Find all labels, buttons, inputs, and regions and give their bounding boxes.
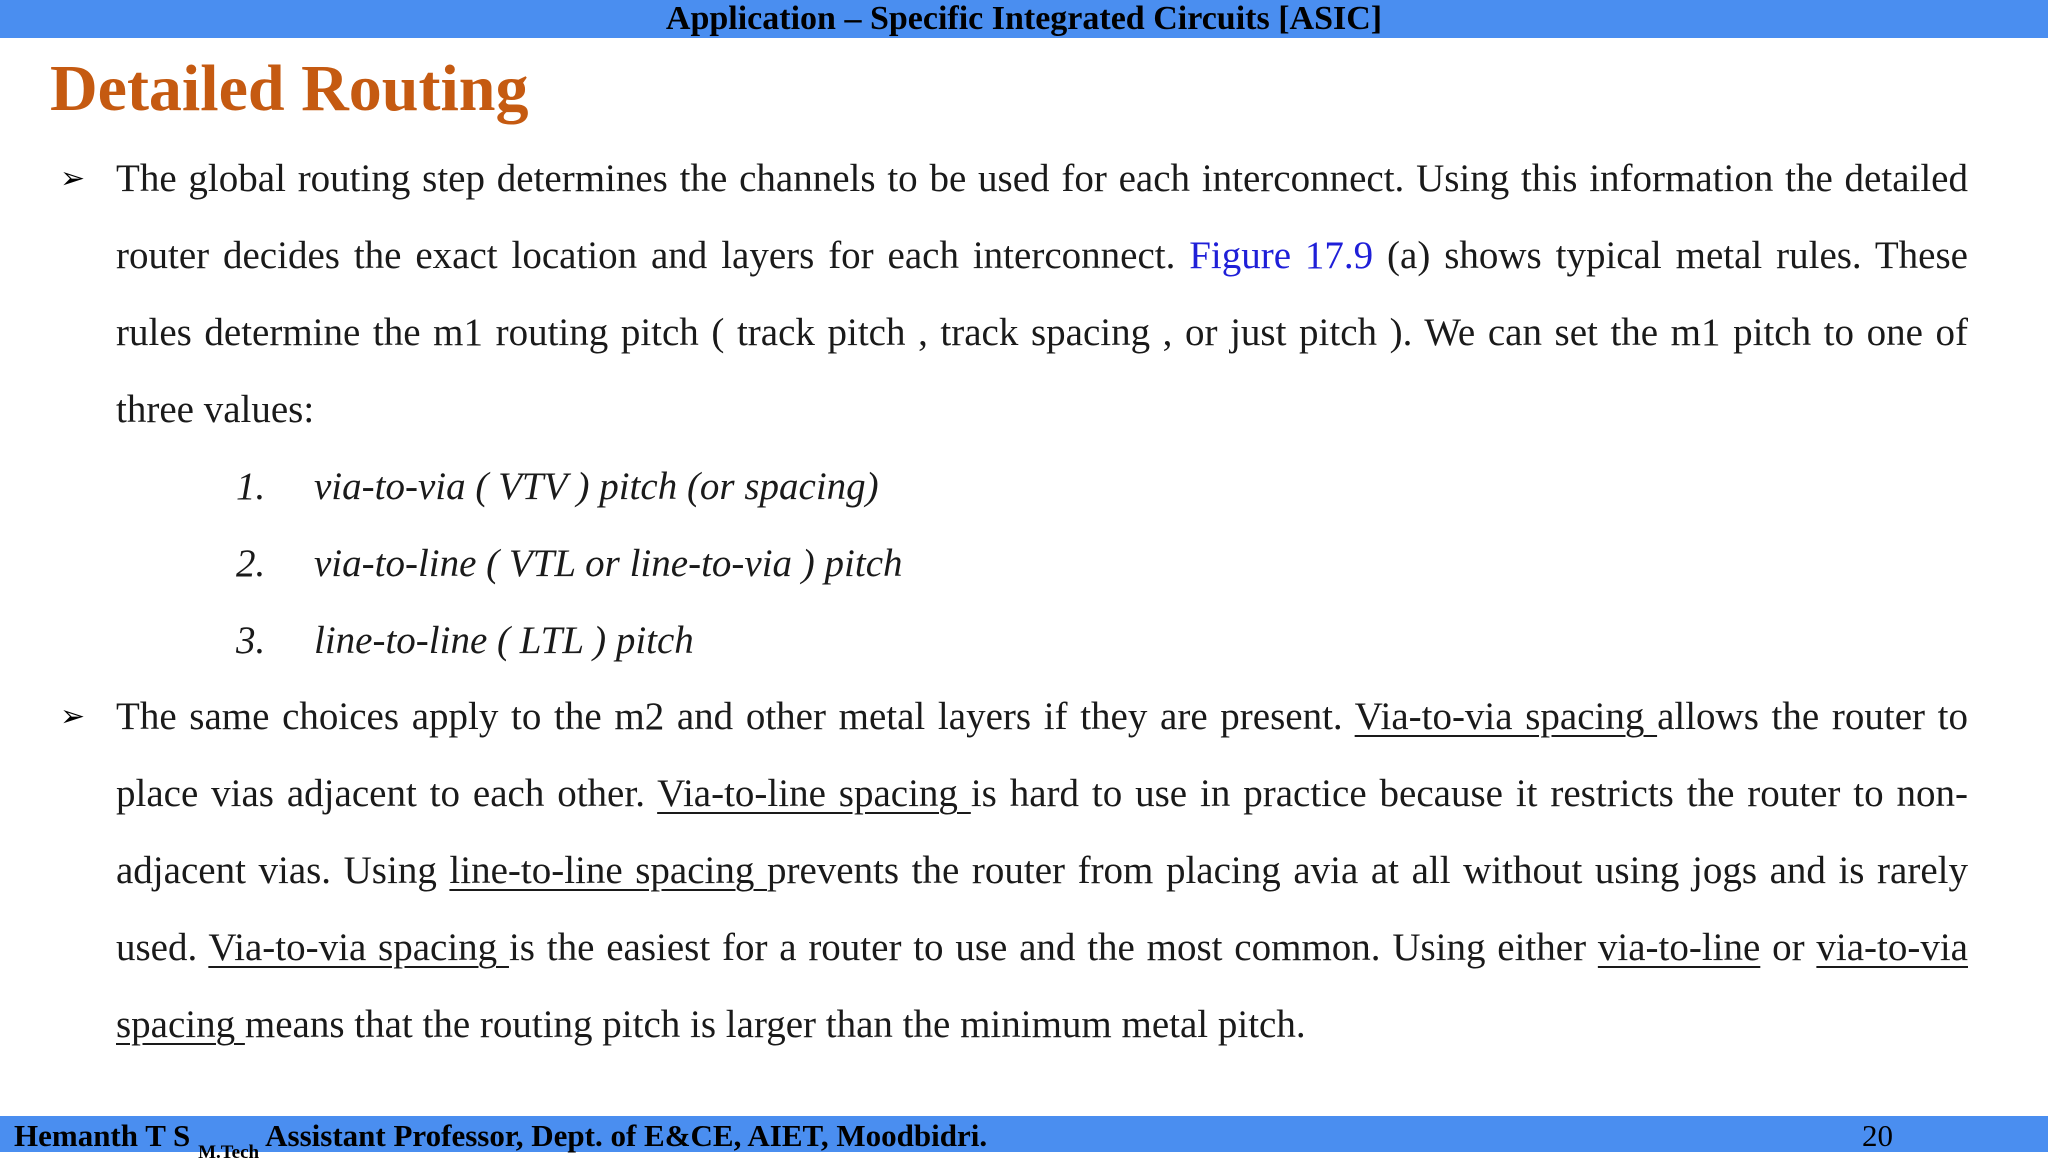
pitch-options-list xyxy=(236,448,903,679)
author-degree: M.Tech xyxy=(198,1142,260,1163)
header-bar xyxy=(0,0,2048,38)
paragraph2-text: is hard to use in practice because it restricts the router to non-adjacent vias. Using xyxy=(116,772,1968,892)
paragraph-global-routing xyxy=(116,140,1968,448)
paragraph1-text-b: (a) shows typical metal rules. These rules determine the m1 routing pitch ( track pitch , track spacing , or just pitch ). We can set the m1 pitch to one of three values: xyxy=(116,234,1968,431)
underlined-term: via-to-via spacing xyxy=(116,926,1968,1046)
list-item-text: via-to-via ( VTV ) pitch (or spacing) xyxy=(314,465,879,508)
slide-title: Detailed Routing xyxy=(50,52,529,125)
underlined-term: Via-to-line spacing xyxy=(657,772,971,815)
list-item-number: 1. xyxy=(236,465,266,508)
underlined-term: Via-to-via spacing xyxy=(1354,695,1658,738)
footer-author xyxy=(14,1116,987,1161)
footer-bar xyxy=(0,1116,2048,1163)
paragraph2-text: allows the router to place vias adjacent to each other. xyxy=(116,695,1968,815)
figure-link[interactable]: Figure 17.9 xyxy=(1189,234,1374,277)
underlined-term: line-to-line spacing xyxy=(449,849,767,892)
arrow-bullet-icon: ➢ xyxy=(60,700,86,733)
list-item-text: via-to-line ( VTL or line-to-via ) pitch xyxy=(314,542,903,585)
arrow-bullet-icon: ➢ xyxy=(60,162,86,195)
list-item xyxy=(236,448,903,525)
list-item-number: 3. xyxy=(236,619,266,662)
paragraph-spacing-choices xyxy=(116,678,1968,1063)
list-item xyxy=(236,602,903,679)
paragraph2-text: prevents the router from placing avia at all without using jogs and is rarely used. xyxy=(116,849,1968,969)
paragraph2-text: means that the routing pitch is larger than the minimum metal pitch. xyxy=(244,1003,1306,1046)
underlined-term: Via-to-via spacing xyxy=(208,926,509,969)
list-item-number: 2. xyxy=(236,542,266,585)
paragraph2-text: is the easiest for a router to use and the most common. Using either xyxy=(508,926,1598,969)
paragraph2-text: The same choices apply to the m2 and other metal layers if they are present. xyxy=(116,695,1355,738)
author-name: Hemanth T S xyxy=(14,1118,191,1153)
paragraph2-text: or xyxy=(1760,926,1817,969)
list-item-text: line-to-line ( LTL ) pitch xyxy=(314,619,694,662)
page-number: 20 xyxy=(1862,1118,1893,1153)
author-affiliation: Assistant Professor, Dept. of E&CE, AIET, Moodbidri. xyxy=(265,1118,988,1153)
course-title: Application – Specific Integrated Circuits [ASIC] xyxy=(665,0,1383,37)
paragraph1-text-a: The global routing step determines the channels to be used for each interconnect. Using this information the detailed router decides the exact location and layers for each interconnect. xyxy=(116,157,1968,277)
list-item xyxy=(236,525,903,602)
underlined-term: via-to-line xyxy=(1597,926,1761,969)
